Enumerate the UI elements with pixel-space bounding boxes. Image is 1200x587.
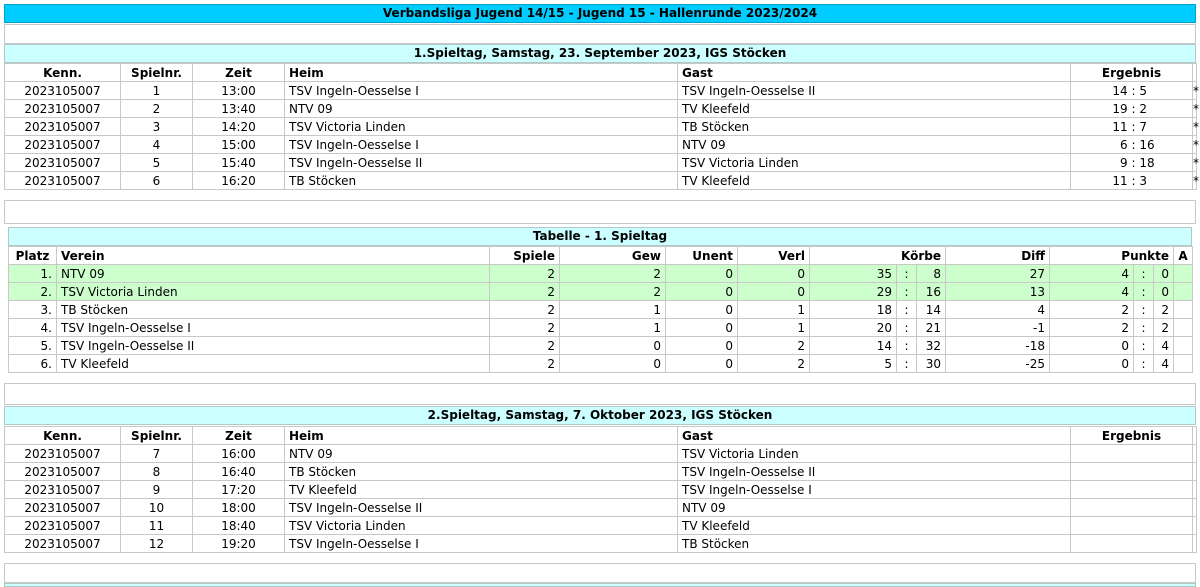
table-row	[5, 172, 1197, 190]
col-header-kenn: Kenn.	[5, 64, 121, 82]
row-koerbe-minus: 32	[917, 337, 946, 355]
spacer	[4, 563, 1196, 583]
row-verein: TV Kleefeld	[57, 355, 490, 373]
col-header-spielnr: Spielnr.	[121, 64, 193, 82]
game-guest-team: TSV Ingeln-Oesselse I	[678, 481, 1071, 499]
score-separator: :	[1127, 119, 1140, 134]
row-spiele: 2	[490, 301, 560, 319]
col-header-koerbe: Körbe	[810, 247, 946, 265]
table-row	[5, 118, 1197, 136]
game-home-team: TSV Ingeln-Oesselse I	[285, 82, 678, 100]
table-row	[9, 283, 1193, 301]
game-home-team: TSV Ingeln-Oesselse II	[285, 154, 678, 172]
game-result	[1071, 481, 1193, 499]
row-punkte-minus: 4	[1154, 337, 1174, 355]
row-koerbe-plus: 35	[810, 265, 897, 283]
row-verl: 1	[738, 301, 810, 319]
game-guest-team: TSV Victoria Linden	[678, 154, 1071, 172]
game-home-team: TB Stöcken	[285, 172, 678, 190]
row-verein: TSV Ingeln-Oesselse II	[57, 337, 490, 355]
games-header-row	[5, 427, 1197, 445]
score-home: 6	[1120, 137, 1128, 152]
game-mark: *	[1193, 119, 1199, 134]
score-home: 11	[1112, 119, 1128, 134]
game-mark	[1193, 445, 1197, 463]
game-result	[1071, 136, 1193, 154]
row-punkte-plus: 2	[1050, 301, 1134, 319]
row-koerbe-minus: 30	[917, 355, 946, 373]
row-koerbe-minus: 16	[917, 283, 946, 301]
table-row	[9, 337, 1193, 355]
standings-table	[8, 246, 1193, 373]
game-kenn: 2023105007	[5, 481, 121, 499]
game-kenn: 2023105007	[5, 154, 121, 172]
game-number: 1	[121, 82, 193, 100]
game-home-team: TSV Victoria Linden	[285, 118, 678, 136]
game-number: 6	[121, 172, 193, 190]
games-header-row	[5, 64, 1197, 82]
row-spiele: 2	[490, 319, 560, 337]
game-number: 9	[121, 481, 193, 499]
game-kenn: 2023105007	[5, 463, 121, 481]
row-koerbe-minus: 8	[917, 265, 946, 283]
day2-title: 2.Spieltag, Samstag, 7. Oktober 2023, IGS Stöcken	[4, 406, 1196, 425]
row-verl: 0	[738, 265, 810, 283]
row-punkte-plus: 0	[1050, 337, 1134, 355]
game-time: 15:00	[193, 136, 285, 154]
row-a	[1174, 355, 1193, 373]
game-time: 16:40	[193, 463, 285, 481]
game-time: 16:00	[193, 445, 285, 463]
game-guest-team: TB Stöcken	[678, 535, 1071, 553]
game-home-team: NTV 09	[285, 445, 678, 463]
row-punkte-minus: 2	[1154, 319, 1174, 337]
score-separator: :	[1127, 137, 1140, 152]
row-verl: 1	[738, 319, 810, 337]
row-a	[1174, 319, 1193, 337]
game-mark: *	[1193, 155, 1199, 170]
row-punkte-minus: 0	[1154, 283, 1174, 301]
row-unent: 0	[666, 319, 738, 337]
score-separator: :	[1127, 83, 1140, 98]
row-punkte-minus: 2	[1154, 301, 1174, 319]
row-unent: 0	[666, 283, 738, 301]
row-platz: 6.	[9, 355, 57, 373]
table-row	[9, 301, 1193, 319]
row-verl: 0	[738, 283, 810, 301]
spacer	[4, 383, 1196, 405]
row-diff: 4	[946, 301, 1050, 319]
game-mark	[1193, 517, 1197, 535]
table-row	[5, 82, 1197, 100]
col-header-gast: Gast	[678, 427, 1071, 445]
row-diff: 27	[946, 265, 1050, 283]
day1-games-table	[4, 63, 1197, 190]
row-diff: -25	[946, 355, 1050, 373]
game-home-team: TSV Ingeln-Oesselse II	[285, 499, 678, 517]
standings-header-row	[9, 247, 1193, 265]
score-home: 9	[1120, 155, 1128, 170]
table-row	[5, 100, 1197, 118]
game-mark: *	[1193, 83, 1199, 98]
row-koerbe-minus: 14	[917, 301, 946, 319]
score-home: 11	[1112, 173, 1128, 188]
row-verl: 2	[738, 355, 810, 373]
table-row	[5, 517, 1197, 535]
game-guest-team: TV Kleefeld	[678, 172, 1071, 190]
row-koerbe-separator: :	[897, 337, 917, 355]
row-diff: 13	[946, 283, 1050, 301]
col-header-ergebnis: Ergebnis	[1071, 64, 1193, 82]
row-platz: 5.	[9, 337, 57, 355]
game-result	[1071, 82, 1193, 100]
row-verl: 2	[738, 337, 810, 355]
row-verein: TB Stöcken	[57, 301, 490, 319]
row-punkte-separator: :	[1134, 355, 1154, 373]
row-verein: TSV Ingeln-Oesselse I	[57, 319, 490, 337]
game-time: 15:40	[193, 154, 285, 172]
row-verein: TSV Victoria Linden	[57, 283, 490, 301]
spacer	[4, 200, 1196, 224]
row-gew: 0	[560, 355, 666, 373]
day2-games-table	[4, 426, 1197, 553]
game-time: 13:00	[193, 82, 285, 100]
row-diff: -18	[946, 337, 1050, 355]
col-header-mark	[1193, 64, 1197, 82]
col-header-verein: Verein	[57, 247, 490, 265]
row-gew: 2	[560, 265, 666, 283]
game-home-team: TSV Ingeln-Oesselse I	[285, 535, 678, 553]
game-number: 3	[121, 118, 193, 136]
game-number: 7	[121, 445, 193, 463]
game-result	[1071, 154, 1193, 172]
game-number: 10	[121, 499, 193, 517]
game-guest-team: TSV Victoria Linden	[678, 445, 1071, 463]
row-punkte-plus: 4	[1050, 283, 1134, 301]
table-row	[5, 136, 1197, 154]
row-platz: 2.	[9, 283, 57, 301]
row-koerbe-plus: 14	[810, 337, 897, 355]
col-header-gew: Gew	[560, 247, 666, 265]
col-header-mark	[1193, 427, 1197, 445]
score-separator: :	[1127, 173, 1140, 188]
col-header-spielnr: Spielnr.	[121, 427, 193, 445]
row-unent: 0	[666, 301, 738, 319]
game-time: 18:00	[193, 499, 285, 517]
col-header-a: A	[1174, 247, 1193, 265]
game-time: 18:40	[193, 517, 285, 535]
game-result	[1071, 517, 1193, 535]
row-unent: 0	[666, 337, 738, 355]
row-koerbe-plus: 20	[810, 319, 897, 337]
game-kenn: 2023105007	[5, 118, 121, 136]
row-gew: 1	[560, 319, 666, 337]
score-guest: 18	[1139, 155, 1155, 170]
game-guest-team: TB Stöcken	[678, 118, 1071, 136]
row-punkte-separator: :	[1134, 301, 1154, 319]
game-number: 4	[121, 136, 193, 154]
col-header-gast: Gast	[678, 64, 1071, 82]
row-gew: 0	[560, 337, 666, 355]
game-result	[1071, 463, 1193, 481]
table-row	[5, 535, 1197, 553]
game-result	[1071, 445, 1193, 463]
score-guest: 7	[1139, 119, 1147, 134]
row-spiele: 2	[490, 283, 560, 301]
score-guest: 2	[1139, 101, 1147, 116]
table-row	[9, 265, 1193, 283]
game-kenn: 2023105007	[5, 445, 121, 463]
game-result	[1071, 535, 1193, 553]
row-koerbe-separator: :	[897, 301, 917, 319]
game-home-team: TSV Ingeln-Oesselse I	[285, 136, 678, 154]
score-home: 19	[1112, 101, 1128, 116]
game-kenn: 2023105007	[5, 499, 121, 517]
table-row	[5, 481, 1197, 499]
game-mark	[1193, 535, 1197, 553]
score-guest: 3	[1139, 173, 1147, 188]
row-koerbe-minus: 21	[917, 319, 946, 337]
row-punkte-separator: :	[1134, 319, 1154, 337]
row-a	[1174, 283, 1193, 301]
col-header-zeit: Zeit	[193, 427, 285, 445]
table-row	[5, 499, 1197, 517]
col-header-punkte: Punkte	[1050, 247, 1174, 265]
game-time: 14:20	[193, 118, 285, 136]
score-guest: 16	[1139, 137, 1155, 152]
row-platz: 3.	[9, 301, 57, 319]
game-number: 5	[121, 154, 193, 172]
game-guest-team: TV Kleefeld	[678, 100, 1071, 118]
row-gew: 2	[560, 283, 666, 301]
game-home-team: TB Stöcken	[285, 463, 678, 481]
row-diff: -1	[946, 319, 1050, 337]
row-punkte-separator: :	[1134, 337, 1154, 355]
game-time: 19:20	[193, 535, 285, 553]
game-number: 8	[121, 463, 193, 481]
row-punkte-separator: :	[1134, 283, 1154, 301]
game-mark: *	[1193, 173, 1199, 188]
score-separator: :	[1127, 155, 1140, 170]
row-koerbe-plus: 29	[810, 283, 897, 301]
game-number: 11	[121, 517, 193, 535]
game-number: 12	[121, 535, 193, 553]
row-spiele: 2	[490, 355, 560, 373]
row-punkte-minus: 4	[1154, 355, 1174, 373]
game-kenn: 2023105007	[5, 535, 121, 553]
game-kenn: 2023105007	[5, 136, 121, 154]
standings-title: Tabelle - 1. Spieltag	[8, 227, 1192, 246]
col-header-verl: Verl	[738, 247, 810, 265]
score-guest: 5	[1139, 83, 1147, 98]
col-header-platz: Platz	[9, 247, 57, 265]
score-separator: :	[1127, 101, 1140, 116]
table-row	[5, 463, 1197, 481]
row-platz: 4.	[9, 319, 57, 337]
game-guest-team: TV Kleefeld	[678, 517, 1071, 535]
game-kenn: 2023105007	[5, 172, 121, 190]
row-unent: 0	[666, 355, 738, 373]
game-result	[1071, 100, 1193, 118]
row-a	[1174, 265, 1193, 283]
col-header-zeit: Zeit	[193, 64, 285, 82]
game-kenn: 2023105007	[5, 100, 121, 118]
game-mark: *	[1193, 101, 1199, 116]
game-kenn: 2023105007	[5, 517, 121, 535]
row-a	[1174, 301, 1193, 319]
game-guest-team: NTV 09	[678, 499, 1071, 517]
table-row	[5, 445, 1197, 463]
row-koerbe-plus: 18	[810, 301, 897, 319]
day1-title: 1.Spieltag, Samstag, 23. September 2023, IGS Stöcken	[4, 44, 1196, 63]
row-koerbe-separator: :	[897, 283, 917, 301]
row-koerbe-separator: :	[897, 265, 917, 283]
game-mark: *	[1193, 137, 1199, 152]
footer-bar	[4, 583, 1196, 587]
game-mark	[1193, 463, 1197, 481]
game-time: 17:20	[193, 481, 285, 499]
table-row	[9, 319, 1193, 337]
row-punkte-plus: 2	[1050, 319, 1134, 337]
game-time: 13:40	[193, 100, 285, 118]
game-mark	[1193, 499, 1197, 517]
game-mark	[1193, 481, 1197, 499]
game-time: 16:20	[193, 172, 285, 190]
game-guest-team: TSV Ingeln-Oesselse II	[678, 82, 1071, 100]
row-punkte-plus: 4	[1050, 265, 1134, 283]
row-verein: NTV 09	[57, 265, 490, 283]
game-guest-team: NTV 09	[678, 136, 1071, 154]
col-header-kenn: Kenn.	[5, 427, 121, 445]
game-result	[1071, 172, 1193, 190]
col-header-heim: Heim	[285, 64, 678, 82]
row-unent: 0	[666, 265, 738, 283]
col-header-spiele: Spiele	[490, 247, 560, 265]
row-koerbe-separator: :	[897, 355, 917, 373]
row-koerbe-separator: :	[897, 319, 917, 337]
table-row	[9, 355, 1193, 373]
row-koerbe-plus: 5	[810, 355, 897, 373]
row-gew: 1	[560, 301, 666, 319]
col-header-heim: Heim	[285, 427, 678, 445]
row-punkte-separator: :	[1134, 265, 1154, 283]
game-result	[1071, 499, 1193, 517]
game-number: 2	[121, 100, 193, 118]
row-platz: 1.	[9, 265, 57, 283]
game-result	[1071, 118, 1193, 136]
game-home-team: TSV Victoria Linden	[285, 517, 678, 535]
table-row	[5, 154, 1197, 172]
row-punkte-plus: 0	[1050, 355, 1134, 373]
game-home-team: TV Kleefeld	[285, 481, 678, 499]
col-header-diff: Diff	[946, 247, 1050, 265]
game-home-team: NTV 09	[285, 100, 678, 118]
row-punkte-minus: 0	[1154, 265, 1174, 283]
row-spiele: 2	[490, 337, 560, 355]
col-header-ergebnis: Ergebnis	[1071, 427, 1193, 445]
row-a	[1174, 337, 1193, 355]
col-header-unent: Unent	[666, 247, 738, 265]
score-home: 14	[1112, 83, 1128, 98]
game-kenn: 2023105007	[5, 82, 121, 100]
game-guest-team: TSV Ingeln-Oesselse II	[678, 463, 1071, 481]
spacer	[4, 24, 1196, 44]
page-title: Verbandsliga Jugend 14/15 - Jugend 15 - Hallenrunde 2023/2024	[4, 4, 1196, 23]
row-spiele: 2	[490, 265, 560, 283]
